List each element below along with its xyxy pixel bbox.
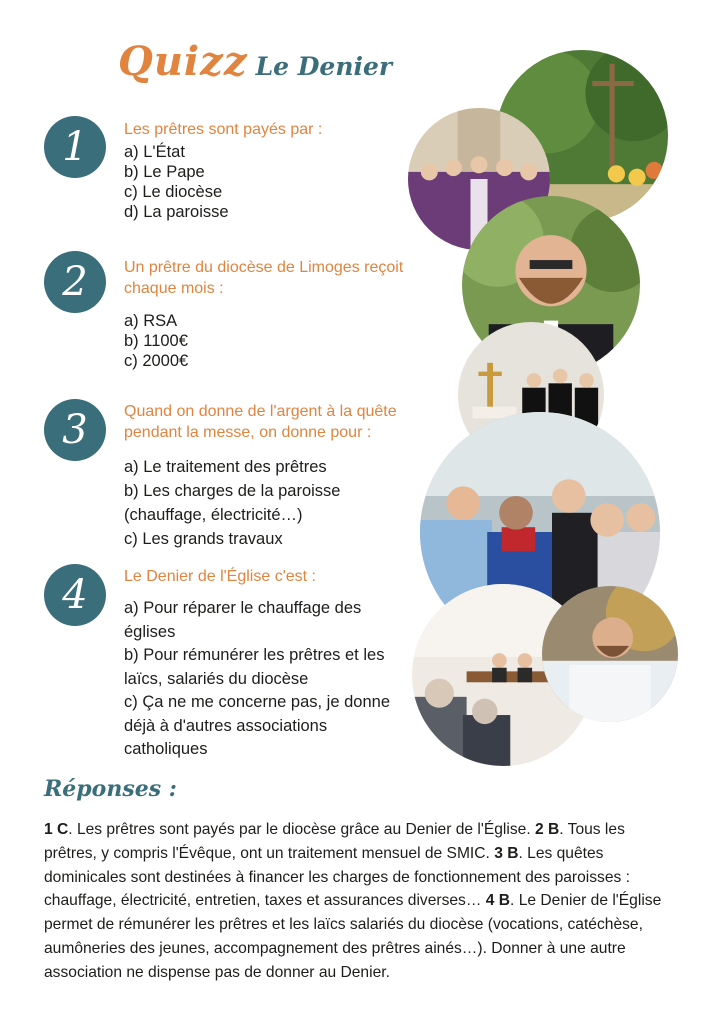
question-number-3: 3 <box>44 399 106 461</box>
question-4 <box>124 566 404 762</box>
answer-4-text: . Le Denier de l'Église permet de rémunérer les prêtres et les laïcs salariés du diocèse (vocations, catéchèse, aumôneries des jeunes, accompagnement des prêtres ainés…). Donner à une autre association ne dispense pas de donner au Denier. <box>44 892 662 981</box>
option-1b: b) Le Pape <box>124 163 205 181</box>
option-2b: b) 1100€ <box>124 332 188 350</box>
question-number-1: 1 <box>44 116 106 178</box>
photo-smiling-priest <box>542 586 678 722</box>
question-3-options <box>124 455 424 551</box>
question-1-options <box>124 142 424 222</box>
answer-2-key: 2 B <box>535 821 560 838</box>
answer-2-text: . Tous les prêtres, y compris l'Évêque, ont un traitement mensuel de SMIC. <box>44 821 625 862</box>
question-3-title: Quand on donne de l'argent à la quête pendant la messe, on donne pour : <box>124 403 397 441</box>
option-1a: a) L'État <box>124 143 185 161</box>
answers-text <box>44 818 674 985</box>
answers-heading: Réponses : <box>44 776 177 802</box>
question-1 <box>124 119 424 222</box>
question-3 <box>124 401 424 551</box>
answer-4-key: 4 B <box>485 892 511 910</box>
answer-1-text: . Les prêtres sont payés par le diocèse grâce au Denier de l'Église. <box>68 821 535 838</box>
option-1c: c) Le diocèse <box>124 183 223 201</box>
question-4-options <box>124 597 404 762</box>
title-quizz: Quizz <box>118 38 248 85</box>
option-4c: c) Ça ne me concerne pas, je donne déjà à d'autres associations catholiques <box>124 693 390 758</box>
option-4b: b) Pour rémunérer les prêtres et les laïcs, salariés du diocèse <box>124 646 385 688</box>
option-1d: d) La paroisse <box>124 203 229 221</box>
option-2a: a) RSA <box>124 312 178 330</box>
option-4a: a) Pour réparer le chauffage des églises <box>124 599 362 641</box>
question-number-4: 4 <box>44 564 106 626</box>
question-number-2: 2 <box>44 251 106 313</box>
option-3b: b) Les charges de la paroisse (chauffage, électricité…) <box>124 482 341 524</box>
answer-3-text: . Les quêtes dominicales sont destinées à financer les charges de fonctionnement des paroisses : chauffage, électricité, entretien, taxes et assurances diverses… <box>44 844 630 910</box>
question-4-title: Le Denier de l'Église c'est : <box>124 568 316 585</box>
answer-3-key: 3 B <box>494 844 519 862</box>
question-2 <box>124 257 444 371</box>
question-2-options <box>124 311 444 371</box>
option-3a: a) Le traitement des prêtres <box>124 458 327 476</box>
question-1-title: Les prêtres sont payés par : <box>124 121 323 138</box>
title-denier: Le Denier <box>255 52 393 81</box>
answer-1-key: 1 C <box>44 821 69 838</box>
question-2-title: Un prêtre du diocèse de Limoges reçoit chaque mois : <box>124 259 404 297</box>
option-2c: c) 2000€ <box>124 352 189 370</box>
option-3c: c) Les grands travaux <box>124 530 283 548</box>
page-title <box>118 38 392 85</box>
